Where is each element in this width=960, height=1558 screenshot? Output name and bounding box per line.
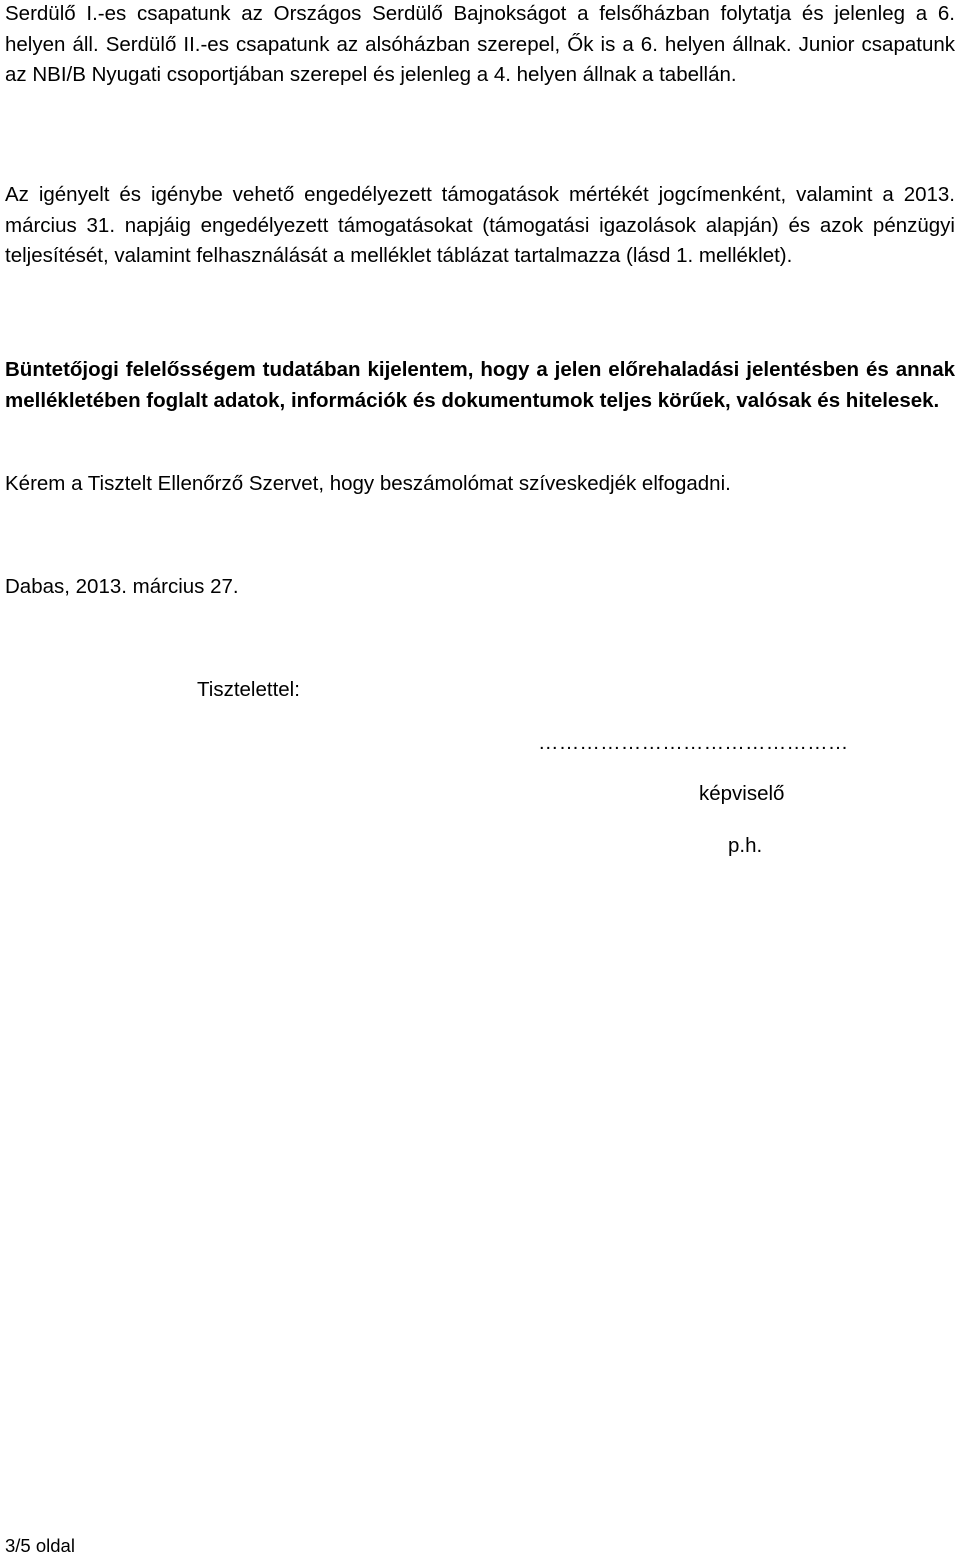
team-status-paragraph: Serdülő I.-es csapatunk az Országos Serdülő Bajnokságot a felsőházban folytatja és jelenleg a 6. helyen áll. Serdülő II.-es csapatunk az alsóházban szerepel, Ők is a 6. helyen állnak. Junior csapatunk az NBI/B Nyugati csoportjában szerepel és jelenleg a 4. helyen állnak a tabellán.	[5, 2, 955, 86]
closing-greeting: Tisztelettel:	[197, 678, 300, 701]
acceptance-request: Kérem a Tisztelt Ellenőrző Szervet, hogy beszámolómat szíveskedjék elfogadni.	[5, 472, 731, 495]
support-summary-paragraph: Az igényelt és igénybe vehető engedélyezett támogatások mértékét jogcímenként, valamint a 2013. március 31. napjáig engedélyezett támogatásokat (támogatási igazolások alapján) és azok pénzügyi teljesítését, valamint felhasználását a melléklet táblázat tartalmazza (lásd 1. melléklet).	[5, 183, 955, 267]
seal-placeholder: p.h.	[728, 834, 763, 857]
signatory-role: képviselő	[699, 782, 785, 805]
place-and-date: Dabas, 2013. március 27.	[5, 575, 239, 598]
liability-declaration: Büntetőjogi felelősségem tudatában kijelentem, hogy a jelen előrehaladási jelentésben és annak mellékletében foglalt adatok, információk és dokumentumok teljes körűek, valósak és hitelesek.	[5, 358, 955, 412]
page-number: 3/5 oldal	[5, 1535, 75, 1556]
signature-line: ………………………………………	[538, 731, 849, 754]
